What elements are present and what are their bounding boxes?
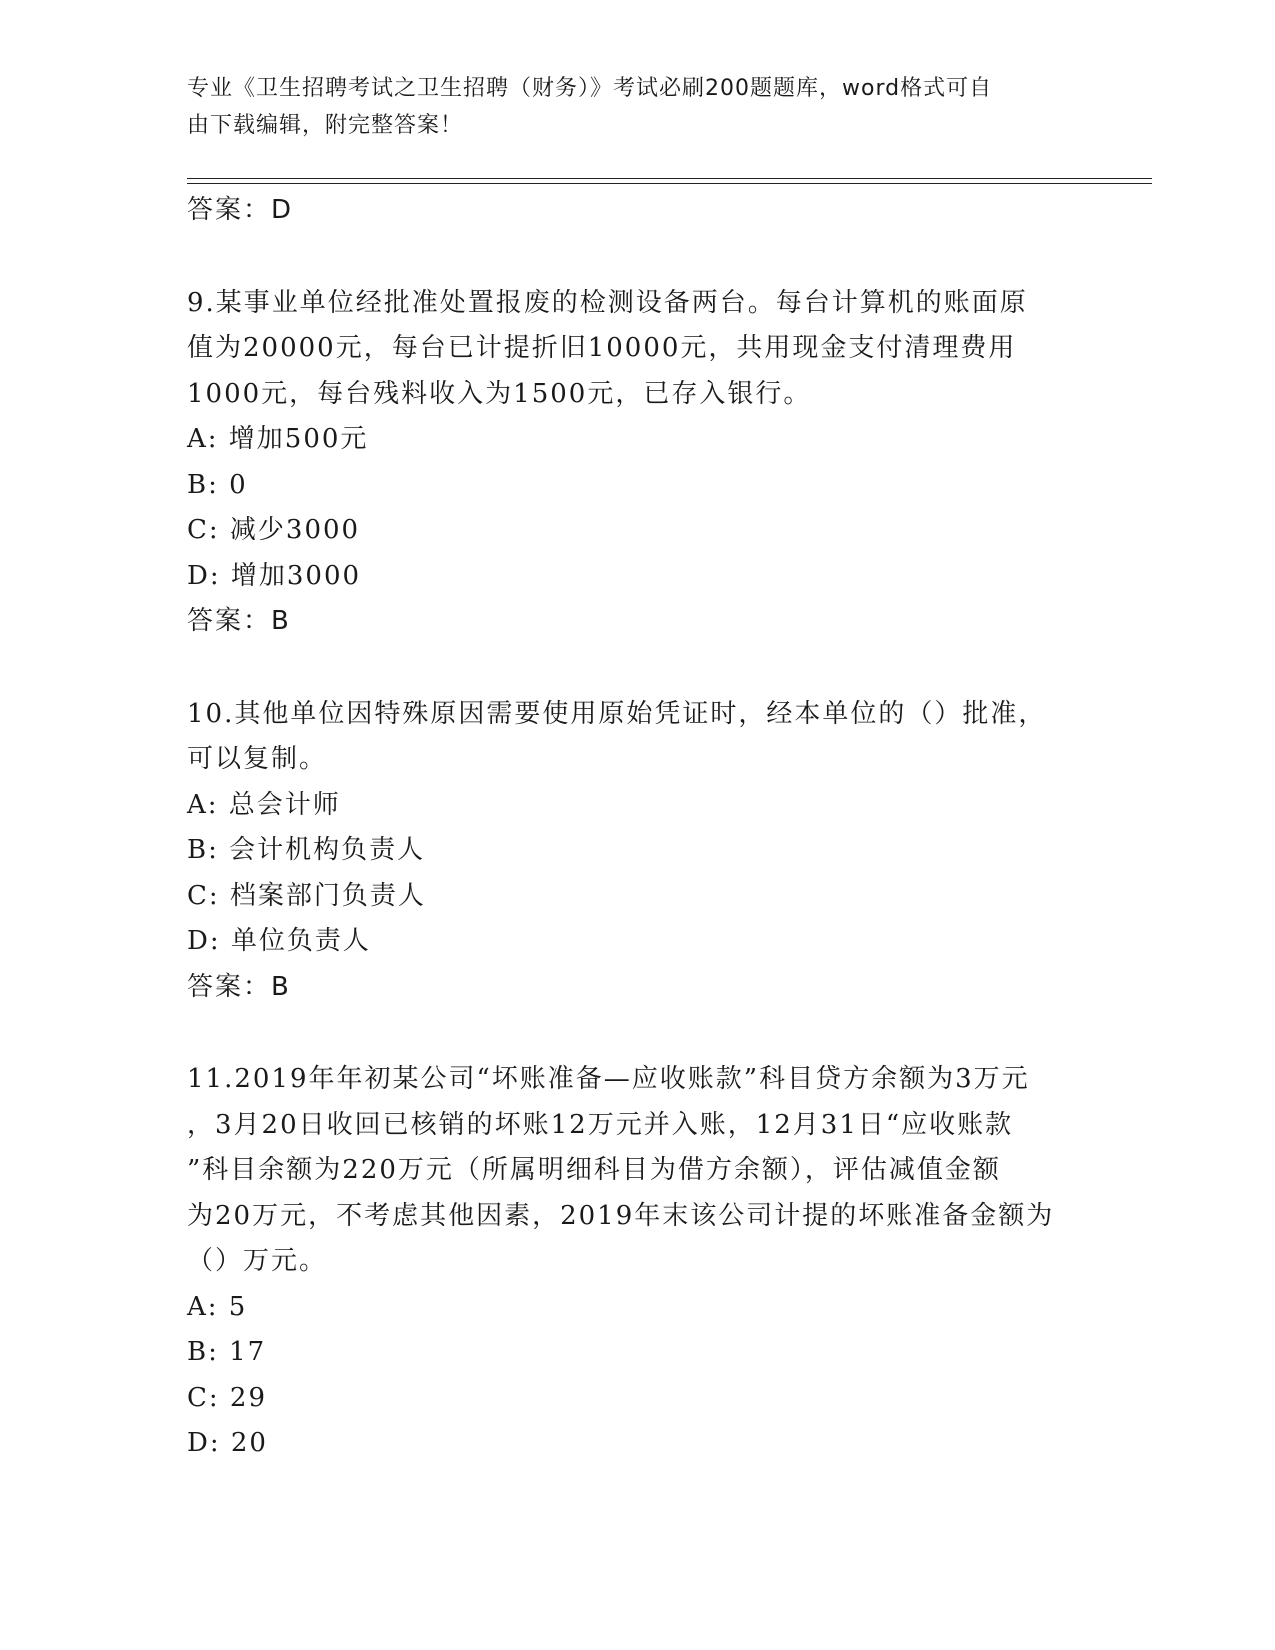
question-text-line: ”科目余额为220万元（所属明细科目为借方余额），评估减值金额	[187, 1155, 1001, 1185]
question-text-line: （）万元。	[187, 1246, 328, 1276]
document-body	[187, 188, 1087, 1467]
option-b: B: 17	[187, 1337, 267, 1367]
question-text-line: 11.2019年年初某公司“坏账准备—应收账款”科目贷方余额为3万元	[187, 1064, 1030, 1094]
option-d: D: 单位负责人	[187, 926, 371, 956]
question-text-line: 1000元，每台残料收入为1500元，已存入银行。	[187, 378, 812, 409]
option-b: B: 0	[187, 469, 248, 500]
question-9	[187, 281, 1087, 645]
option-a: A: 总会计师	[187, 789, 341, 820]
question-text-line: ，3月20日收回已核销的坏账12万元并入账，12月31日“应收账款	[187, 1109, 1014, 1140]
question-text-line: 为20万元，不考虑其他因素，2019年末该公司计提的坏账准备金额为	[187, 1200, 1055, 1231]
option-d: D: 增加3000	[187, 560, 362, 591]
header-line-1: 专业《卫生招聘考试之卫生招聘（财务）》考试必刷200题题库，word格式可自	[187, 76, 993, 101]
answer-q9: 答案：B	[187, 606, 291, 636]
question-text-line: 值为20000元，每台已计提折旧10000元，共用现金支付清理费用	[187, 333, 1017, 363]
page-header	[187, 70, 1067, 144]
header-divider-bottom	[187, 183, 1152, 184]
question-text-line: 10.其他单位因特殊原因需要使用原始凭证时，经本单位的（）批准，	[187, 698, 1047, 729]
option-c: C: 减少3000	[187, 515, 361, 545]
answer-q10: 答案：B	[187, 971, 291, 1002]
question-text-line: 可以复制。	[187, 744, 328, 774]
option-c: C: 档案部门负责人	[187, 880, 426, 911]
option-c: C: 29	[187, 1382, 268, 1413]
answer-q8: 答案：D	[187, 195, 294, 225]
option-b: B: 会计机构负责人	[187, 835, 426, 865]
question-text-line: 9.某事业单位经批准处置报废的检测设备两台。每台计算机的账面原	[187, 287, 1028, 318]
option-a: A: 增加500元	[187, 424, 369, 454]
header-divider-top	[187, 178, 1152, 179]
header-line-2: 由下载编辑，附完整答案！	[187, 113, 464, 138]
question-11	[187, 1057, 1087, 1467]
option-d: D: 20	[187, 1428, 268, 1458]
question-10	[187, 692, 1087, 1011]
option-a: A: 5	[187, 1291, 248, 1322]
